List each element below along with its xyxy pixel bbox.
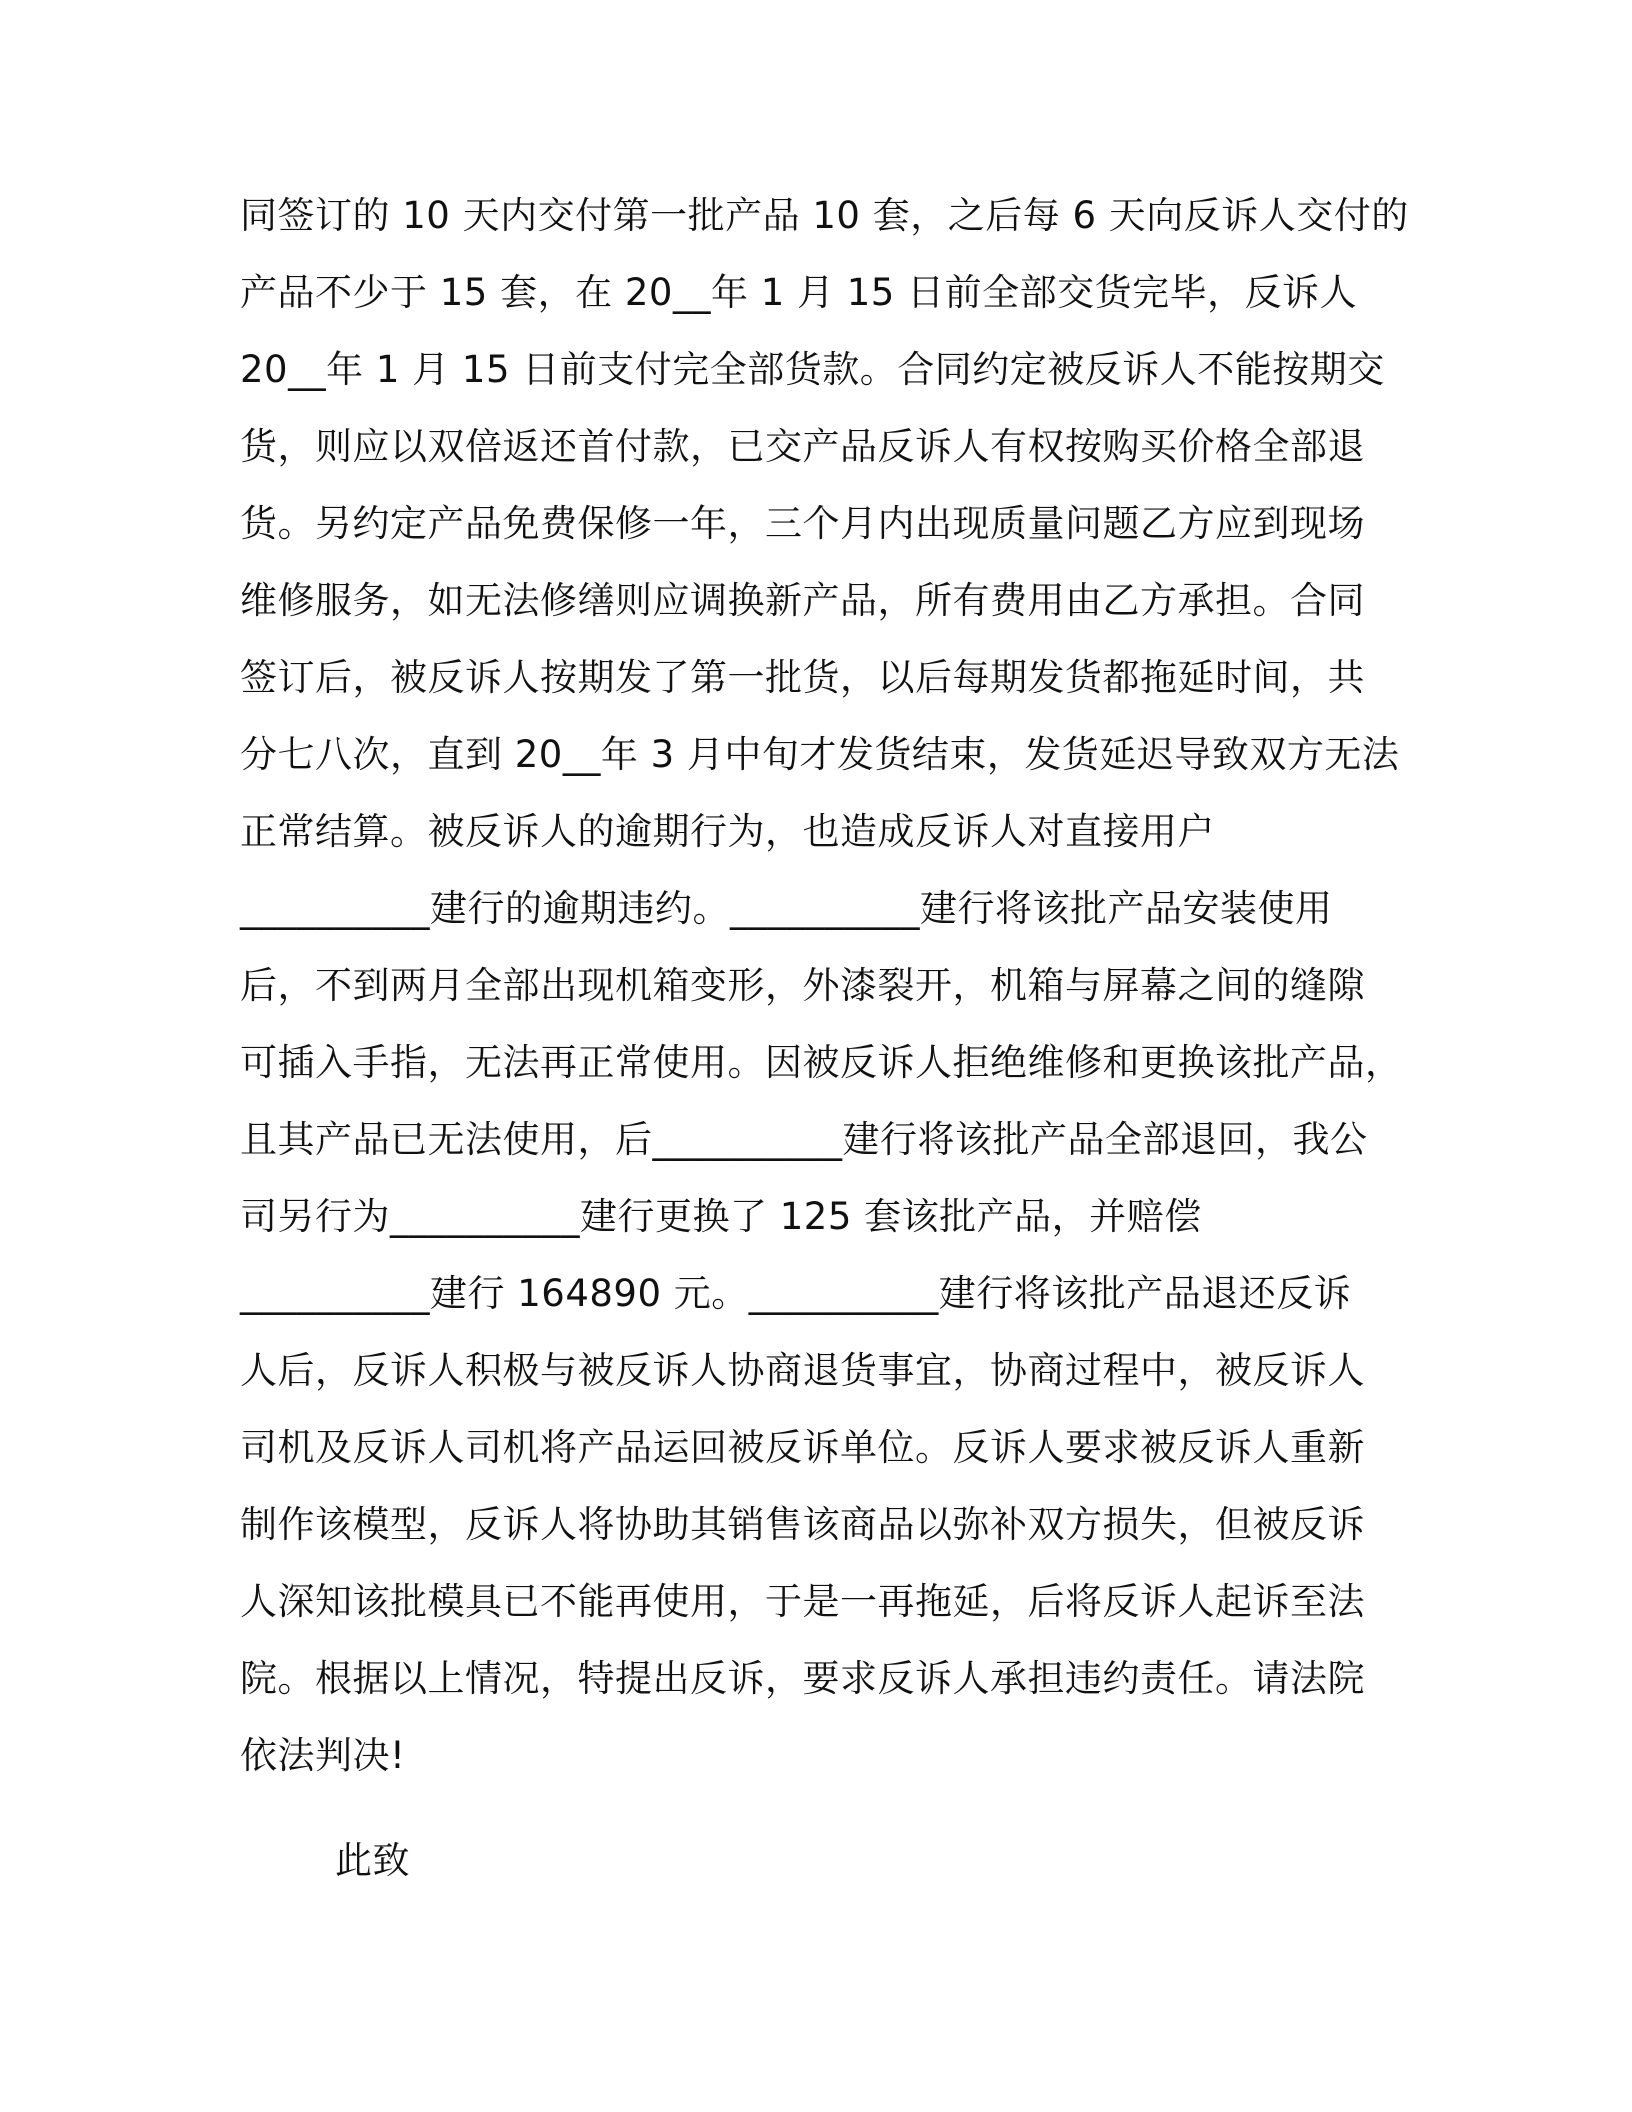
- body-line-9: 正常结算。被反诉人的逾期行为，也造成反诉人对直接用户: [240, 810, 1215, 853]
- closing-salutation: 此致: [335, 1839, 410, 1882]
- body-line-2: 产品不少于 15 套，在 20__年 1 月 15 日前全部交货完毕，反诉人: [240, 271, 1358, 314]
- body-line-16: 人后，反诉人积极与被反诉人协商退货事宜，协商过程中，被反诉人: [240, 1349, 1365, 1392]
- body-line-19: 人深知该批模具已不能再使用，于是一再拖延，后将反诉人起诉至法: [240, 1580, 1365, 1623]
- body-line-11: 后，不到两月全部出现机箱变形，外漆裂开，机箱与屏幕之间的缝隙: [240, 964, 1365, 1007]
- body-line-1: 同签订的 10 天内交付第一批产品 10 套，之后每 6 天向反诉人交付的: [240, 194, 1409, 237]
- body-line-12: 可插入手指，无法再正常使用。因被反诉人拒绝维修和更换该批产品，: [240, 1041, 1403, 1084]
- body-line-14: 司另行为__________建行更换了 125 套该批产品，并赔偿: [240, 1195, 1202, 1238]
- body-line-18: 制作该模型，反诉人将协助其销售该商品以弥补双方损失，但被反诉: [240, 1503, 1365, 1546]
- body-line-6: 维修服务，如无法修缮则应调换新产品，所有费用由乙方承担。合同: [240, 579, 1365, 622]
- body-line-4: 货，则应以双倍返还首付款，已交产品反诉人有权按购买价格全部退: [240, 425, 1365, 468]
- body-line-17: 司机及反诉人司机将产品运回被反诉单位。反诉人要求被反诉人重新: [240, 1426, 1365, 1469]
- body-line-8: 分七八次，直到 20__年 3 月中旬才发货结束，发货延迟导致双方无法: [240, 733, 1400, 776]
- body-line-7: 签订后，被反诉人按期发了第一批货，以后每期发货都拖延时间，共: [240, 656, 1365, 699]
- body-line-21: 依法判决!: [240, 1734, 406, 1777]
- body-line-15: __________建行 164890 元。__________建行将该批产品退还反诉: [240, 1272, 1352, 1315]
- body-line-20: 院。根据以上情况，特提出反诉，要求反诉人承担违约责任。请法院: [240, 1657, 1365, 1700]
- body-line-13: 且其产品已无法使用，后__________建行将该批产品全部退回，我公: [240, 1118, 1368, 1161]
- body-line-3: 20__年 1 月 15 日前支付完全部货款。合同约定被反诉人不能按期交: [240, 348, 1385, 391]
- body-line-10: __________建行的逾期违约。__________建行将该批产品安装使用: [240, 887, 1333, 930]
- body-line-5: 货。另约定产品免费保修一年，三个月内出现质量问题乙方应到现场: [240, 502, 1365, 545]
